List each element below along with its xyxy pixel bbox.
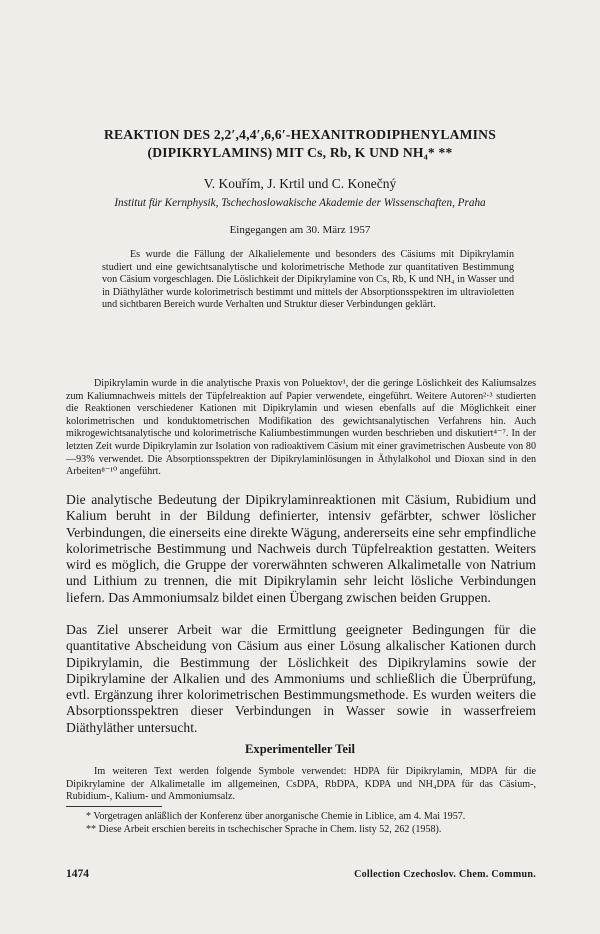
symbols-paragraph: Im weiteren Text werden folgende Symbole verwendet: HDPA für Dipikrylamin, MDPA für die Dipikrylamine der Alkalimetalle im allgemeinen, CsDPA, RbDPA, KDPA und NH₄DPA für das Cäsium-, Rubidium-, Kalium- und Ammoniumsalz. <box>66 766 536 803</box>
body-paragraph-1: Die analytische Bedeutung der Dipikrylaminreaktionen mit Cäsium, Rubidium und Kalium beruht in der Bildung definierter, intensiv gefärbter, schwer löslicher Verbindungen, die einerseits eine direkte Wägung, andererseits eine sehr empfindliche kolorimetrische Bestimmung und Nachweis durch Tüpfelreaktion gestatten. Weiters wird es möglich, die Gruppe der vorerwähnten schweren Alkalimetalle von Natrium und Lithium zu trennen, die mit Dipikrylamin sehr leicht lösliche Verbindungen liefern. Das Ammoniumsalz bildet einen Übergang zwischen beiden Gruppen. <box>66 492 536 605</box>
institute: Institut für Kernphysik, Tschechoslowakische Akademie der Wissenschaften, Praha <box>114 197 486 209</box>
introduction-paragraph: Dipikrylamin wurde in die analytische Praxis von Poluektov¹, der die geringe Löslichkeit des Kaliumsalzes zum Kaliumnachweis mittels der Tüpfelreaktion auf Papier verwendete, eingeführt. Weitere Autoren²·³ studierten die Reaktionen verschiedener Kationen mit Dipikrylamin und wiesen ebenfalls auf die Möglichkeit einer kolorimetrischen und konduktometrischen Modifikation des gewichtsanalytischen Verfahrens hin. Auch mikrogewichtsanalytische und kolorimetrische Kaliumbestimmungen wurden beschrieben und diskutiert⁴⁻⁷. In der letzten Zeit wurde Dipikrylamin zur Isolation von radioaktivem Cäsium mit einer gravimetrischen Ausbeute von 80—93% verwendet. Die Absorptionsspektren der Dipikrylaminlösungen in Äthylalkohol und Dioxan sind in den Arbeiten⁸⁻¹⁰ angeführt. <box>66 378 536 478</box>
page-number: 1474 <box>66 868 89 880</box>
body-paragraph-2: Das Ziel unserer Arbeit war die Ermittlung geeigneter Bedingungen für die quantitative Abscheidung von Cäsium aus einer Lösung alkalischer Kationen durch Dipikrylamin, die Bestimmung der Löslichkeit des Dipikrylamins sowie der Dipikrylamine der Alkalien und des Ammoniums und schließlich die Überprüfung, evtl. Ergänzung ihrer kolorimetrischen Bestimmungsmethode. Es wurden weiters die Absorptionsspektren dieser Verbindungen in Wasser sowie in wasserfreiem Diäthyläther untersucht. <box>66 622 536 735</box>
received-date: Eingegangen am 30. März 1957 <box>229 224 371 236</box>
journal-name: Collection Czechoslov. Chem. Commun. <box>354 869 536 880</box>
title-line-2: (DIPIKRYLAMINS) MIT Cs, Rb, K UND NH₄* ** <box>147 145 453 160</box>
footnote-2: ** Diese Arbeit erschien bereits in tschechischer Sprache in Chem. listy 52, 262 (1958). <box>86 823 442 835</box>
article-title <box>60 126 540 162</box>
footnote-1: * Vorgetragen anläßlich der Konferenz über anorganische Chemie in Liblice, am 4. Mai 1957. <box>86 811 466 822</box>
title-line-1: REAKTION DES 2,2′,4,4′,6,6′-HEXANITRODIPHENYLAMINS <box>104 127 496 142</box>
section-heading: Experimenteller Teil <box>245 742 355 756</box>
footnotes <box>66 811 536 836</box>
authors: V. Kouřím, J. Krtil und C. Konečný <box>203 176 397 191</box>
footnote-rule <box>66 806 162 807</box>
abstract: Es wurde die Fällung der Alkalielemente und besonders des Cäsiums mit Dipikrylamin studiert und eine gewichtsanalytische und kolorimetrische Methode zur quantitativen Bestimmung von Cäsium vorgeschlagen. Die Löslichkeit der Dipikrylamine von Cs, Rb, K und NH₄ in Wasser und in Diäthyläther wurde kolorimetrisch bestimmt und mittels der Absorptionsspektren im ultravioletten und sichtbaren Bereich wurde Verhalten und Struktur dieser Verbindungen geklärt. <box>102 249 514 311</box>
